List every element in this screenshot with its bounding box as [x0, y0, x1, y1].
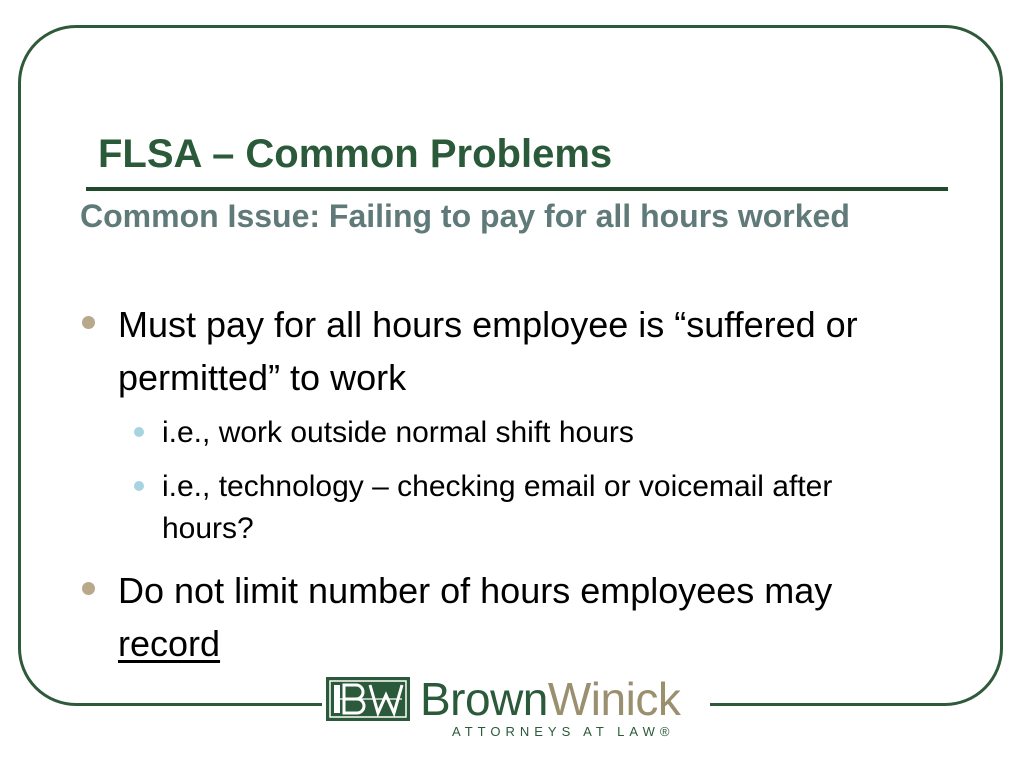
brownwinick-logo: [322, 673, 710, 745]
title-underline-rule: [86, 187, 948, 191]
brownwinick-logo-mark-icon: [326, 677, 410, 721]
bullet-dot-icon: [82, 316, 95, 329]
subbullet-text: i.e., technology – checking email or voicemail after hours?: [162, 470, 833, 545]
bullet-item: [118, 298, 938, 404]
logo-tagline: ATTORNEYS AT LAW®: [452, 724, 675, 739]
logo-name-brown: Brown: [420, 673, 548, 725]
bullet-text: Do not limit number of hours employees may: [118, 570, 833, 611]
logo-name-winick: Winick: [547, 673, 681, 725]
bullet-text: Must pay for all hours employee is “suffered or permitted” to work: [118, 304, 858, 398]
subbullet-item: [162, 466, 922, 550]
subbullet-dot-icon: [134, 427, 144, 437]
bullet-item: [118, 564, 938, 670]
subbullet-text: i.e., work outside normal shift hours: [162, 416, 634, 449]
subbullet-item: [162, 412, 922, 454]
slide-subtitle: Common Issue: Failing to pay for all hours worked: [80, 198, 850, 234]
bullet-dot-icon: [82, 582, 95, 595]
slide-title: FLSA – Common Problems: [98, 132, 613, 176]
logo-wordmark: [420, 673, 680, 725]
bullet-underlined-word: record: [118, 623, 221, 664]
subbullet-dot-icon: [134, 481, 144, 491]
